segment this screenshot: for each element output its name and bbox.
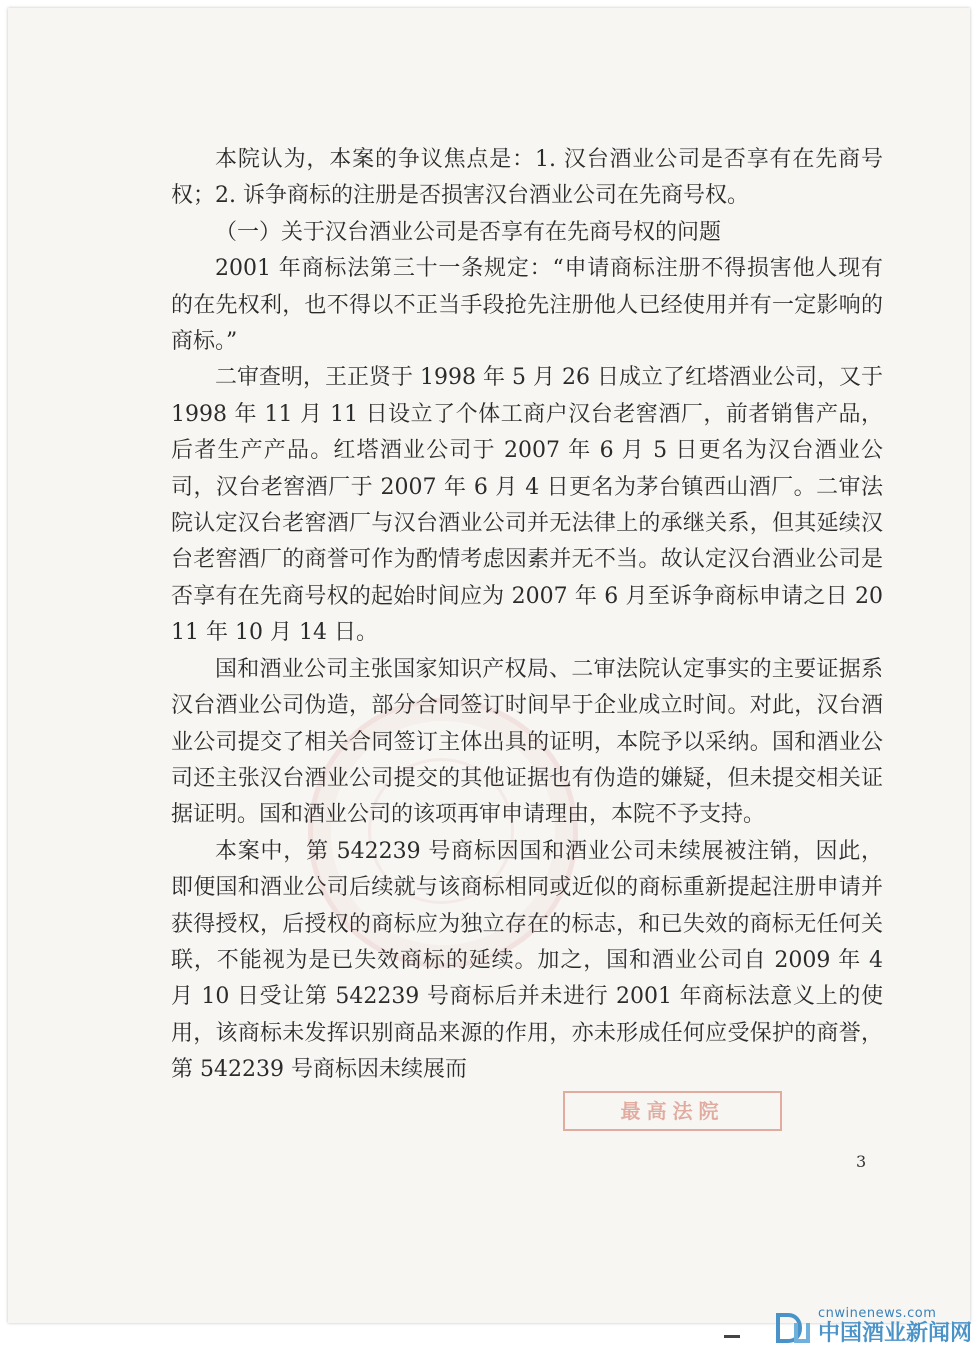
page-number: 3	[856, 1152, 867, 1171]
paragraph-guohe-claim: 国和酒业公司主张国家知识产权局、二审法院认定事实的主要证据系汉台酒业公司伪造，部分合同签订时间早于企业成立时间。对此，汉台酒业公司提交了相关合同签订主体出具的证明，本院予以采纳。国和酒业公司还主张汉台酒业公司提交的其他证据也有伪造的嫌疑，但未提交相关证据证明。国和酒业公司的该项再审申请理由，本院不予支持。	[171, 656, 883, 828]
cnwinenews-logo-icon	[774, 1309, 812, 1347]
paragraph-second-instance-findings: 二审查明，王正贤于 1998 年 5 月 26 日成立了红塔酒业公司，又于 1998 年 11 月 11 日设立了个体工商户汉台老窖酒厂，前者销售产品，后者生产产品。红塔酒业公司于 2007 年 6 月 5 日更名为汉台酒业公司，汉台老窖酒厂于 2007 年 6 月 4 日更名为茅台镇西山酒厂。二审法院认定汉台老窖酒厂与汉台酒业公司并无法律上的承继关系，但其延续汉台老窖酒厂的商誉可作为酌情考虑因素并无不当。故认定汉台酒业公司是否享有在先商号权的起始时间应为 2007 年 6 月至诉争商标申请之日 2011 年 10 月 14 日。	[171, 365, 883, 646]
document-body	[171, 142, 883, 1089]
site-watermark	[774, 1306, 972, 1347]
paragraph-dispute-focus: 本院认为，本案的争议焦点是：1. 汉台酒业公司是否享有在先商号权；2. 诉争商标的注册是否损害汉台酒业公司在先商号权。	[171, 147, 883, 209]
document-page	[8, 8, 970, 1323]
section-heading: （一）关于汉台酒业公司是否享有在先商号权的问题	[215, 219, 722, 245]
scan-mark	[724, 1335, 740, 1338]
paragraph-trademark-542239: 本案中，第 542239 号商标因国和酒业公司未续展被注销，因此，即便国和酒业公司后续就与该商标相同或近似的商标重新提起注册申请并获得授权，后授权的商标应为独立存在的标志，和已失效的商标无任何关联，不能视为是已失效商标的延续。加之，国和酒业公司自 2009 年 4 月 10 日受让第 542239 号商标后并未进行 2001 年商标法意义上的使用，该商标未发挥识别商品来源的作用，亦未形成任何应受保护的商誉，第 542239 号商标因未续展而	[171, 838, 883, 1083]
paragraph-law-article: 2001 年商标法第三十一条规定：“申请商标注册不得损害他人现有的在先权利，也不得以不正当手段抢先注册他人已经使用并有一定影响的商标。”	[171, 256, 883, 355]
watermark-domain: cnwinenews.com	[817, 1306, 937, 1321]
red-stamp: 最高法院	[563, 1091, 782, 1131]
watermark-site-name: 中国酒业新闻网	[817, 1321, 972, 1346]
